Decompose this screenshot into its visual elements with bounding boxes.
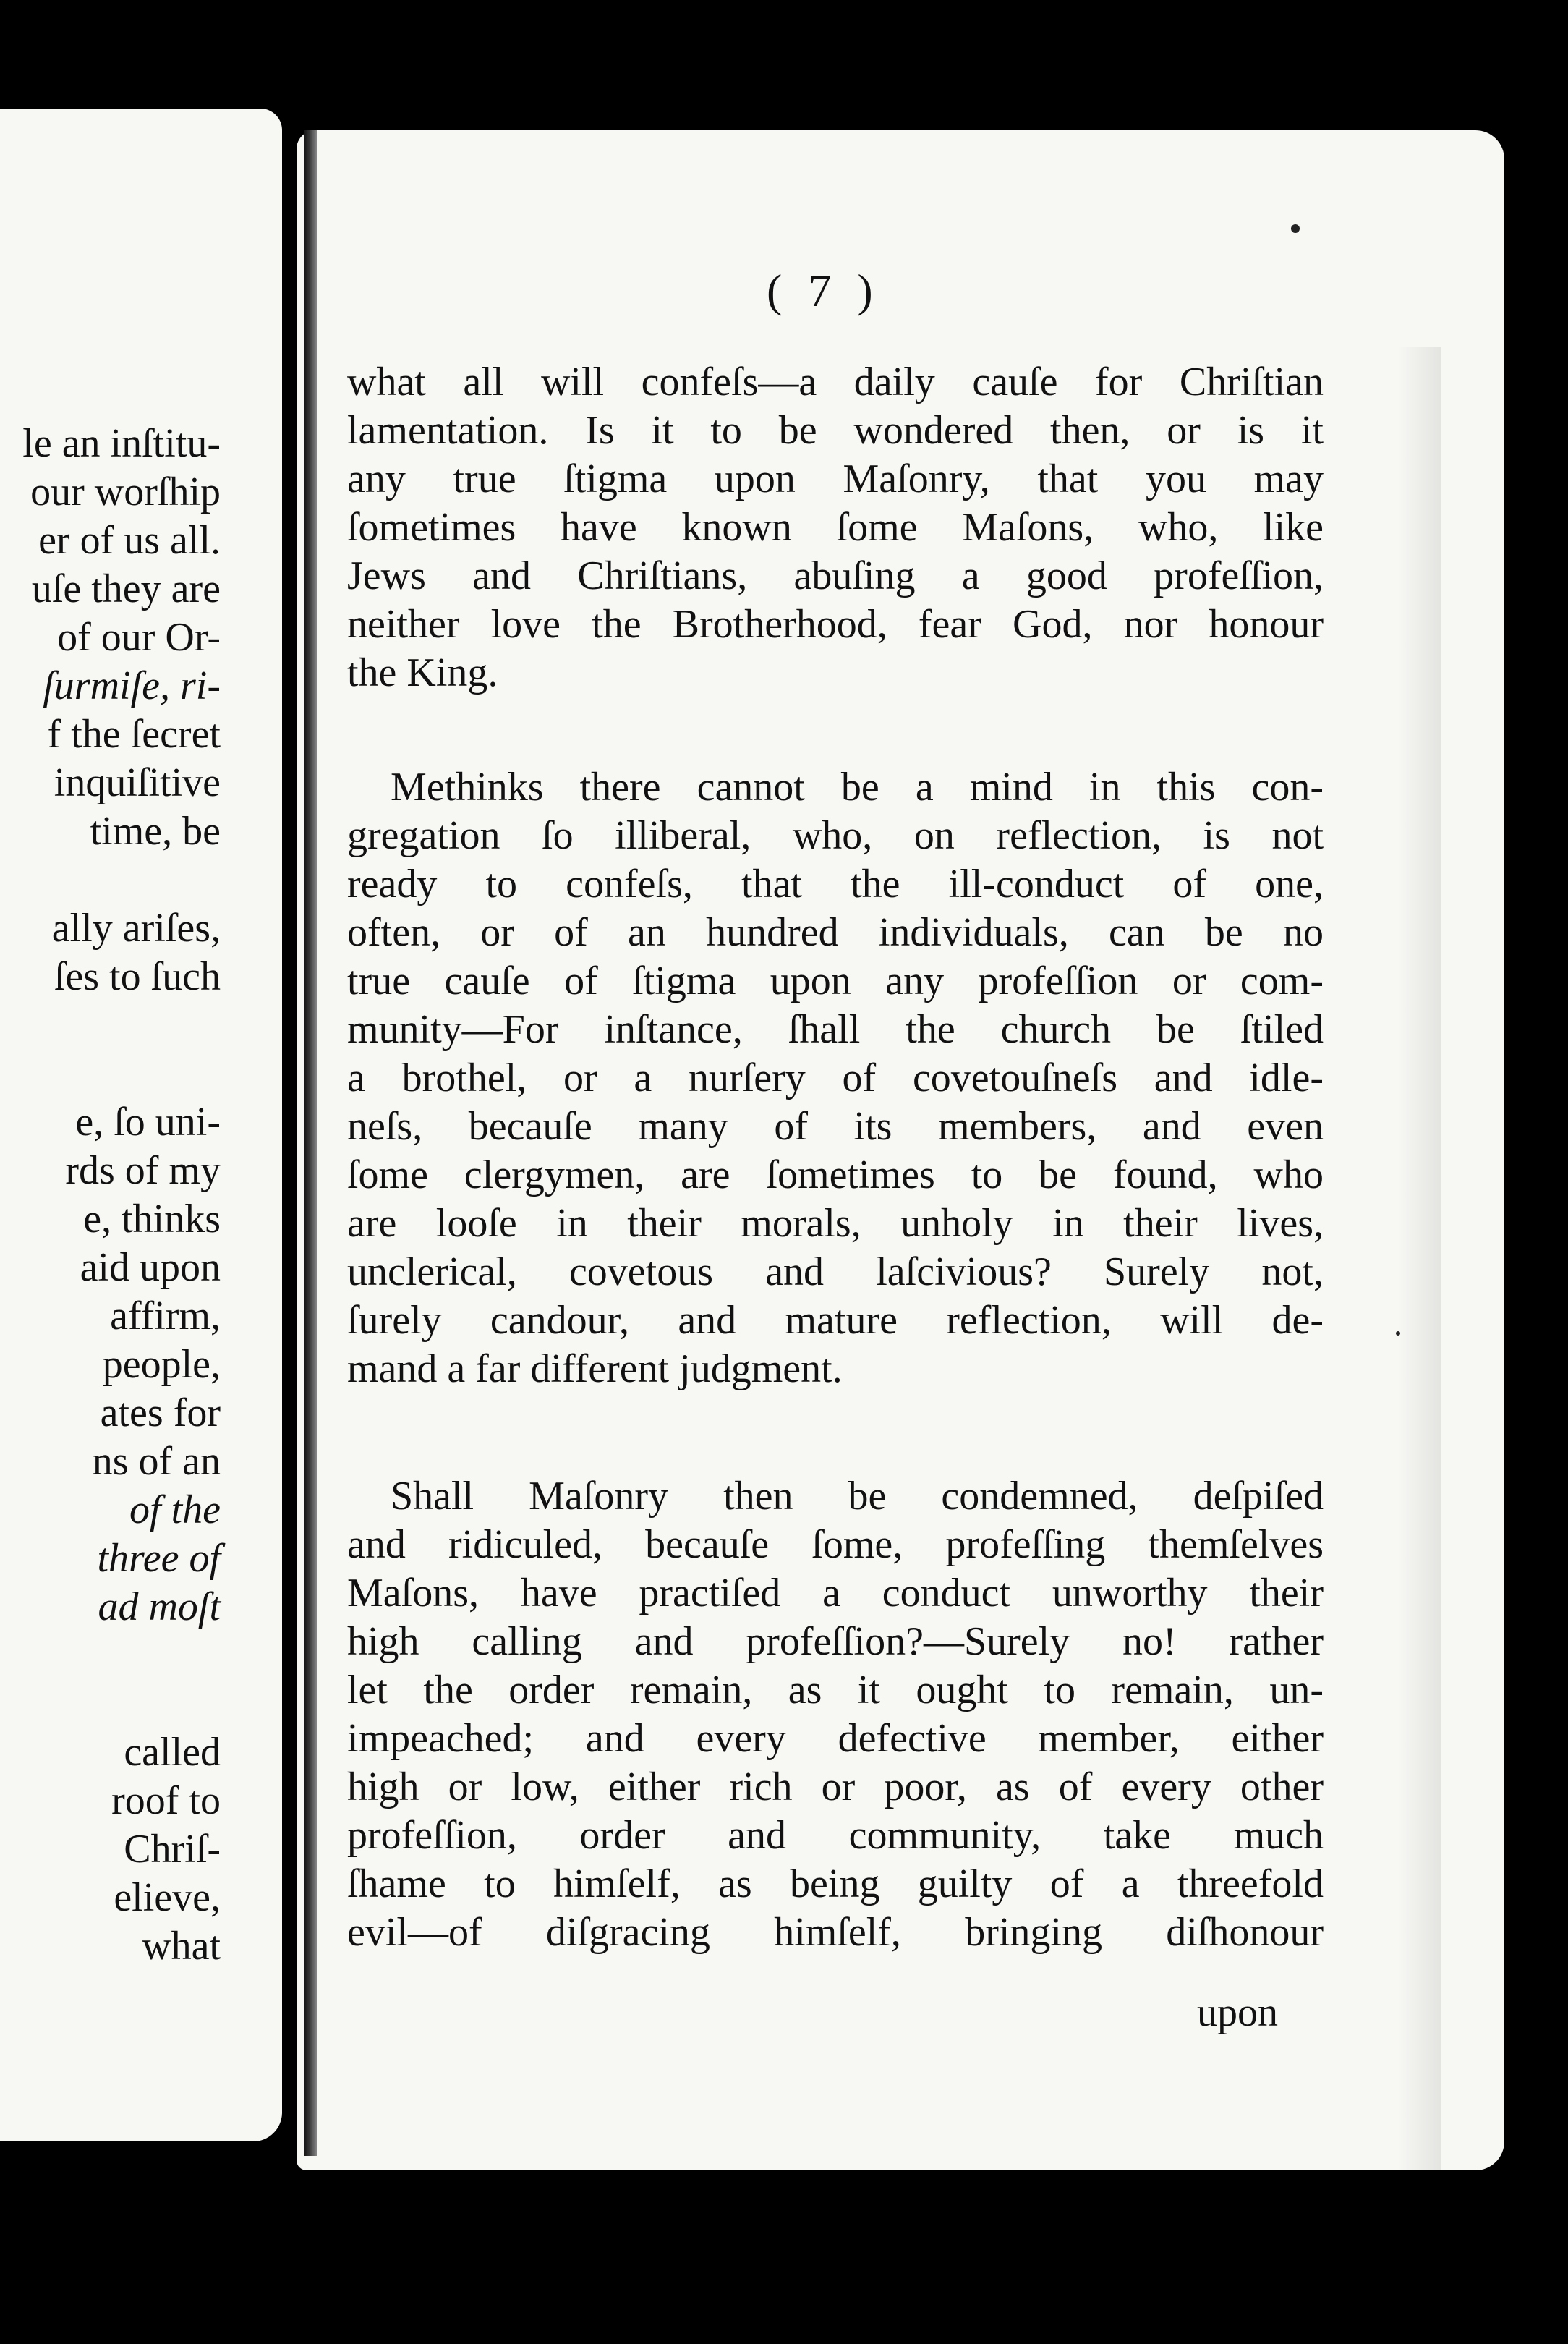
left-page-line: of our Or- bbox=[57, 615, 221, 660]
page-edge-shadow bbox=[1397, 347, 1441, 2286]
catchword: upon bbox=[1197, 1990, 1278, 2035]
left-page-line: people, bbox=[102, 1342, 221, 1387]
left-page-line: ally ariſes, bbox=[51, 906, 221, 951]
book-gutter bbox=[304, 130, 317, 2156]
paragraph-2 bbox=[347, 763, 1324, 1393]
text-line: profeſſion, order and community, take much bbox=[347, 1813, 1324, 1858]
text-line: are looſe in their morals, unholy in their lives, bbox=[347, 1201, 1324, 1246]
paragraph-1 bbox=[347, 358, 1324, 697]
blank-line bbox=[0, 1680, 221, 1728]
left-page-line: ad moſt bbox=[98, 1584, 221, 1629]
left-page-line: f the ſecret bbox=[47, 712, 221, 757]
text-line: lamentation. Is it to be wondered then, or is it bbox=[347, 408, 1324, 453]
left-page-line: aid upon bbox=[80, 1245, 221, 1290]
left-page-line: Chriſ- bbox=[124, 1827, 221, 1872]
text-line: and ridiculed, becauſe ſome, profeſſing themſelves bbox=[347, 1522, 1324, 1567]
left-page-line: time, be bbox=[90, 809, 221, 854]
left-page-line: called bbox=[124, 1730, 221, 1775]
text-line: evil—of diſgracing himſelf, bringing diſhonour bbox=[347, 1910, 1324, 1955]
text-line: Methinks there cannot be a mind in this con- bbox=[391, 765, 1324, 810]
text-line: let the order remain, as it ought to remain, un- bbox=[347, 1668, 1324, 1712]
text-line: Maſons, have practiſed a conduct unworthy their bbox=[347, 1571, 1324, 1615]
text-line: ſurely candour, and mature reflection, will de- bbox=[347, 1298, 1324, 1343]
left-page-line: uſe they are bbox=[31, 566, 221, 611]
blank-line bbox=[0, 856, 221, 904]
text-line: Jews and Chriſtians, abuſing a good profeſſion, bbox=[347, 553, 1324, 598]
text-line: high calling and profeſſion?—Surely no! rather bbox=[347, 1619, 1324, 1664]
text-line: a brothel, or a nurſery of covetouſneſs and idle- bbox=[347, 1056, 1324, 1100]
text-line: any true ſtigma upon Maſonry, that you may bbox=[347, 457, 1324, 501]
text-line: ſometimes have known ſome Maſons, who, like bbox=[347, 505, 1324, 550]
left-page bbox=[0, 109, 282, 2141]
text-line: the King. bbox=[347, 650, 498, 695]
text-line: mand a far different judgment. bbox=[347, 1346, 843, 1391]
text-line: often, or of an hundred individuals, can be no bbox=[347, 910, 1324, 955]
ink-speck bbox=[1396, 1331, 1400, 1336]
text-line: ready to confeſs, that the ill-conduct of one, bbox=[347, 862, 1324, 906]
left-page-line: le an inſtitu- bbox=[22, 421, 221, 466]
blank-line bbox=[0, 1050, 221, 1098]
text-line: high or low, either rich or poor, as of every other bbox=[347, 1765, 1324, 1809]
blank-line bbox=[0, 1631, 221, 1680]
text-line: unclerical, covetous and laſcivious? Surely not, bbox=[347, 1249, 1324, 1294]
left-page-line: ates for bbox=[100, 1390, 221, 1435]
left-page-line: ns of an bbox=[92, 1439, 221, 1484]
text-line: neſs, becauſe many of its members, and even bbox=[347, 1104, 1324, 1149]
blank-line bbox=[0, 1001, 221, 1050]
text-line: true cauſe of ſtigma upon any profeſſion or com- bbox=[347, 959, 1324, 1003]
left-page-line: ſurmiſe, ri- bbox=[43, 663, 221, 708]
left-page-line: e, thinks bbox=[83, 1197, 221, 1241]
text-line: what all will confeſs—a daily cauſe for Chriſtian bbox=[347, 360, 1324, 404]
left-page-line: elieve, bbox=[114, 1875, 221, 1920]
text-line: ſome clergymen, are ſometimes to be found, who bbox=[347, 1152, 1324, 1197]
left-page-line: er of us all. bbox=[38, 518, 221, 563]
page-number: ( 7 ) bbox=[767, 265, 880, 316]
paragraph-3 bbox=[347, 1472, 1324, 1957]
text-line: neither love the Brotherhood, fear God, nor honour bbox=[347, 602, 1324, 647]
left-page-line: three of bbox=[97, 1536, 221, 1581]
left-page-line: rds of my bbox=[65, 1148, 221, 1193]
text-line: ſhame to himſelf, as being guilty of a threefold bbox=[347, 1861, 1324, 1906]
ink-speck bbox=[1291, 224, 1300, 233]
left-page-line: e, ſo uni- bbox=[75, 1100, 221, 1145]
text-line: Shall Maſonry then be condemned, deſpiſed bbox=[391, 1474, 1324, 1519]
left-page-text bbox=[0, 420, 221, 1971]
left-page-line: our worſhip bbox=[30, 470, 221, 514]
text-line: gregation ſo illiberal, who, on reflection, is not bbox=[347, 813, 1324, 858]
text-line: munity—For inſtance, ſhall the church be ſtiled bbox=[347, 1007, 1324, 1052]
text-line: impeached; and every defective member, either bbox=[347, 1716, 1324, 1761]
left-page-line: roof to bbox=[111, 1778, 221, 1823]
left-page-line: affirm, bbox=[110, 1294, 221, 1338]
left-page-line: of the bbox=[129, 1487, 221, 1532]
left-page-line: what bbox=[142, 1924, 221, 1969]
left-page-line: inquiſitive bbox=[54, 760, 221, 805]
left-page-line: ſes to ſuch bbox=[54, 954, 221, 999]
